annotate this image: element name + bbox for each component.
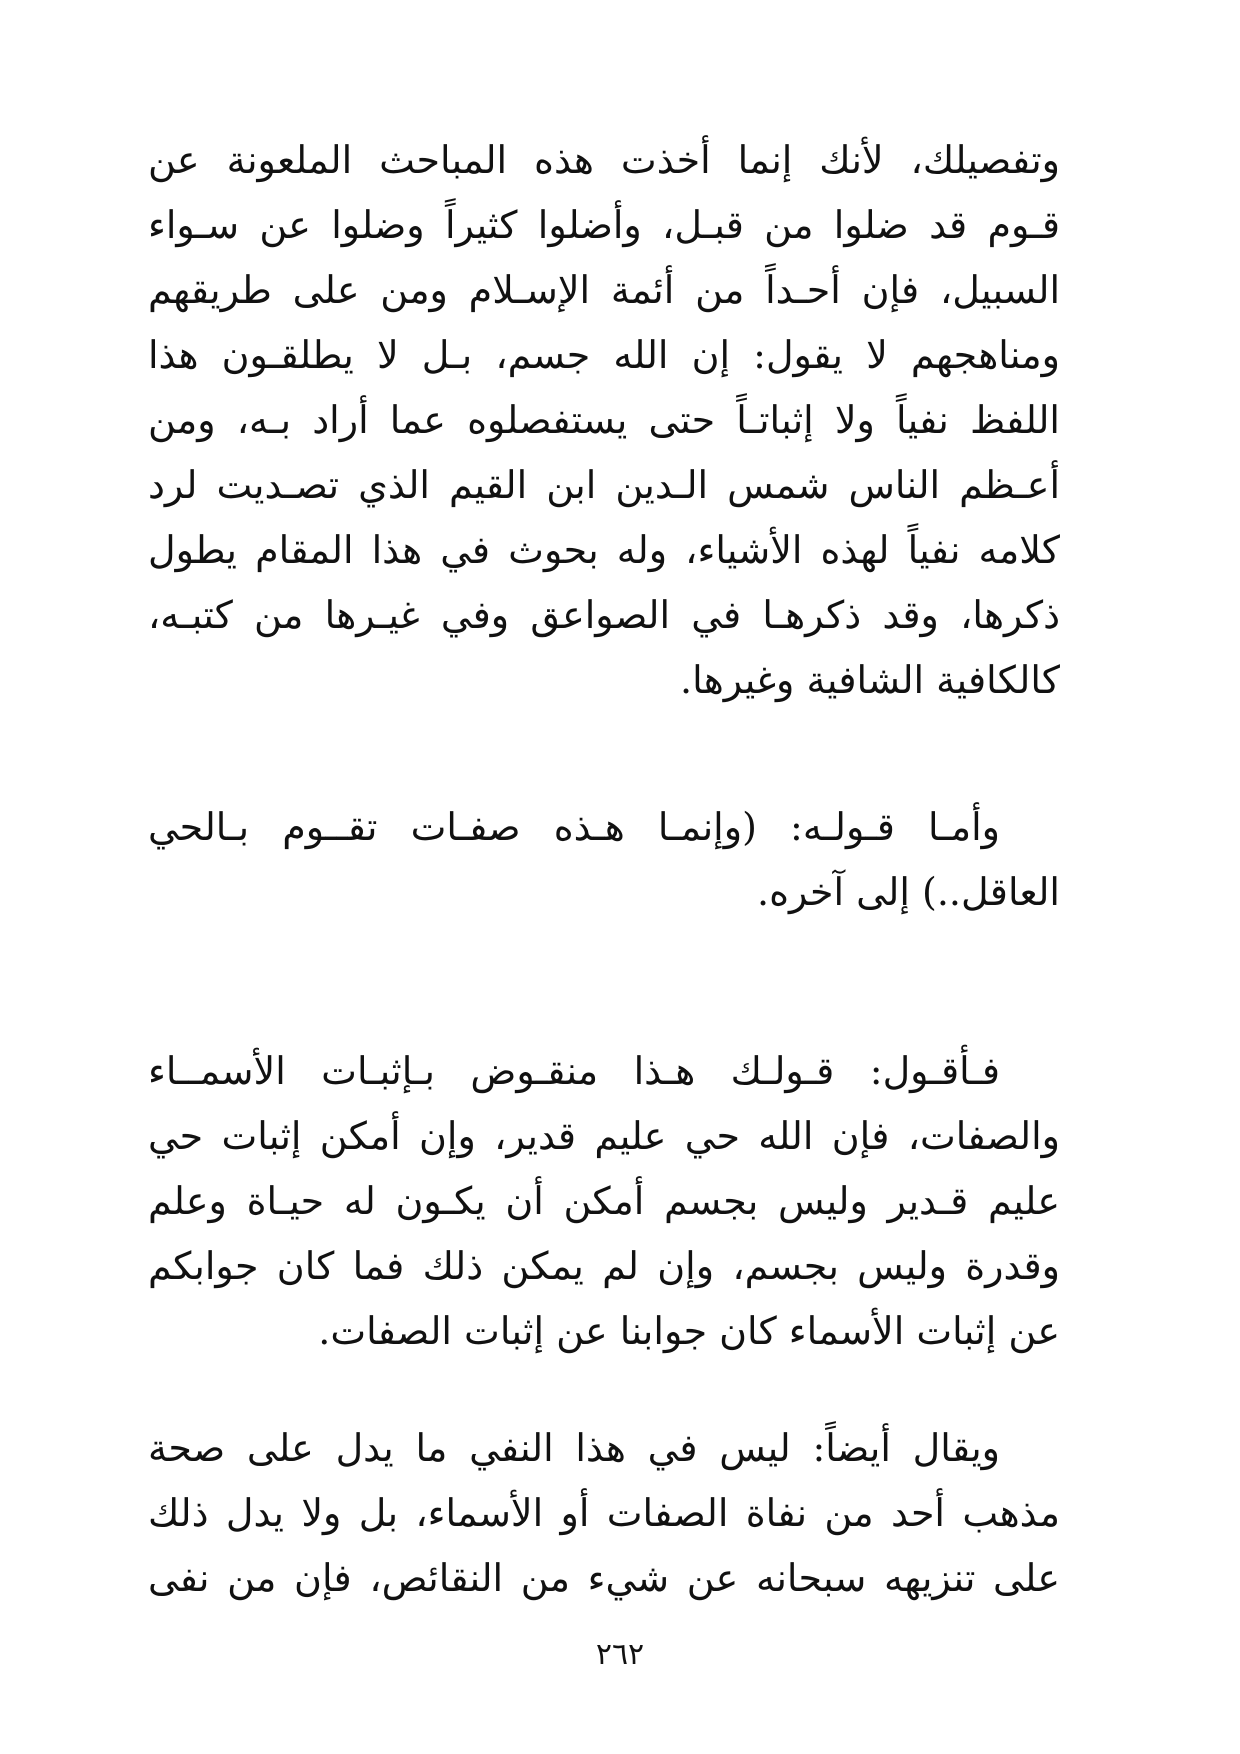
- text-line: وتفصيلك، لأنك إنما أخذت هذه المباحث الملعونة عن: [148, 138, 1060, 182]
- text-line: عن إثبات الأسماء كان جوابنا عن إثبات الصفات.: [318, 1309, 1060, 1353]
- text-line: مذهب أحد من نفاة الصفات أو الأسماء، بل ولا يدل ذلك: [148, 1491, 1060, 1535]
- text-line: على تنزيهه سبحانه عن شيء من النقائص، فإن من نفى: [148, 1556, 1060, 1600]
- text-line: كالكافية الشافية وغيرها.: [680, 658, 1060, 702]
- text-line: وقدرة وليس بجسم، وإن لم يمكن ذلك فما كان جوابكم: [148, 1244, 1060, 1288]
- text-line: أعـظم الناس شمس الـدين ابن القيم الذي تصـديت لرد: [148, 463, 1060, 507]
- text-line: العاقل..) إلى آخره.: [757, 870, 1060, 914]
- text-line: عليم قـدير وليس بجسم أمكن أن يكـون له حيـاة وعلم: [148, 1179, 1060, 1223]
- page-number: ٢٦٢: [595, 1637, 645, 1672]
- text-line: اللفظ نفياً ولا إثباتـاً حتى يستفصلوه عما أراد بـه، ومن: [148, 398, 1060, 442]
- text-line: كلامه نفياً لهذه الأشياء، وله بحوث في هذا المقام يطول: [148, 528, 1060, 572]
- text-line: فـأقـول: قـولـك هـذا منقـوض بـإثبـات الأسمــاء: [148, 1049, 1000, 1093]
- text-line: والصفات، فإن الله حي عليم قدير، وإن أمكن إثبات حي: [148, 1114, 1060, 1158]
- paragraph-1: [148, 128, 1060, 713]
- paragraph-4: [148, 1416, 1060, 1611]
- text-line: وأمـا قـولـه: (وإنمـا هـذه صفـات تقــوم بـالحي: [148, 805, 1000, 849]
- text-line: ومناهجهم لا يقول: إن الله جسم، بـل لا يطلقـون هذا: [148, 333, 1060, 377]
- paragraph-3: [148, 1039, 1060, 1364]
- paragraph-2: [148, 795, 1060, 925]
- text-line: ذكرها، وقد ذكرهـا في الصواعق وفي غيـرها من كتبـه،: [148, 593, 1060, 637]
- text-line: السبيل، فإن أحـداً من أئمة الإسـلام ومن على طريقهم: [148, 268, 1060, 312]
- text-line: قـوم قد ضلوا من قبـل، وأضلوا كثيراً وضلوا عن سـواء: [148, 203, 1060, 247]
- text-line: ويقال أيضاً: ليس في هذا النفي ما يدل على صحة: [148, 1426, 1000, 1470]
